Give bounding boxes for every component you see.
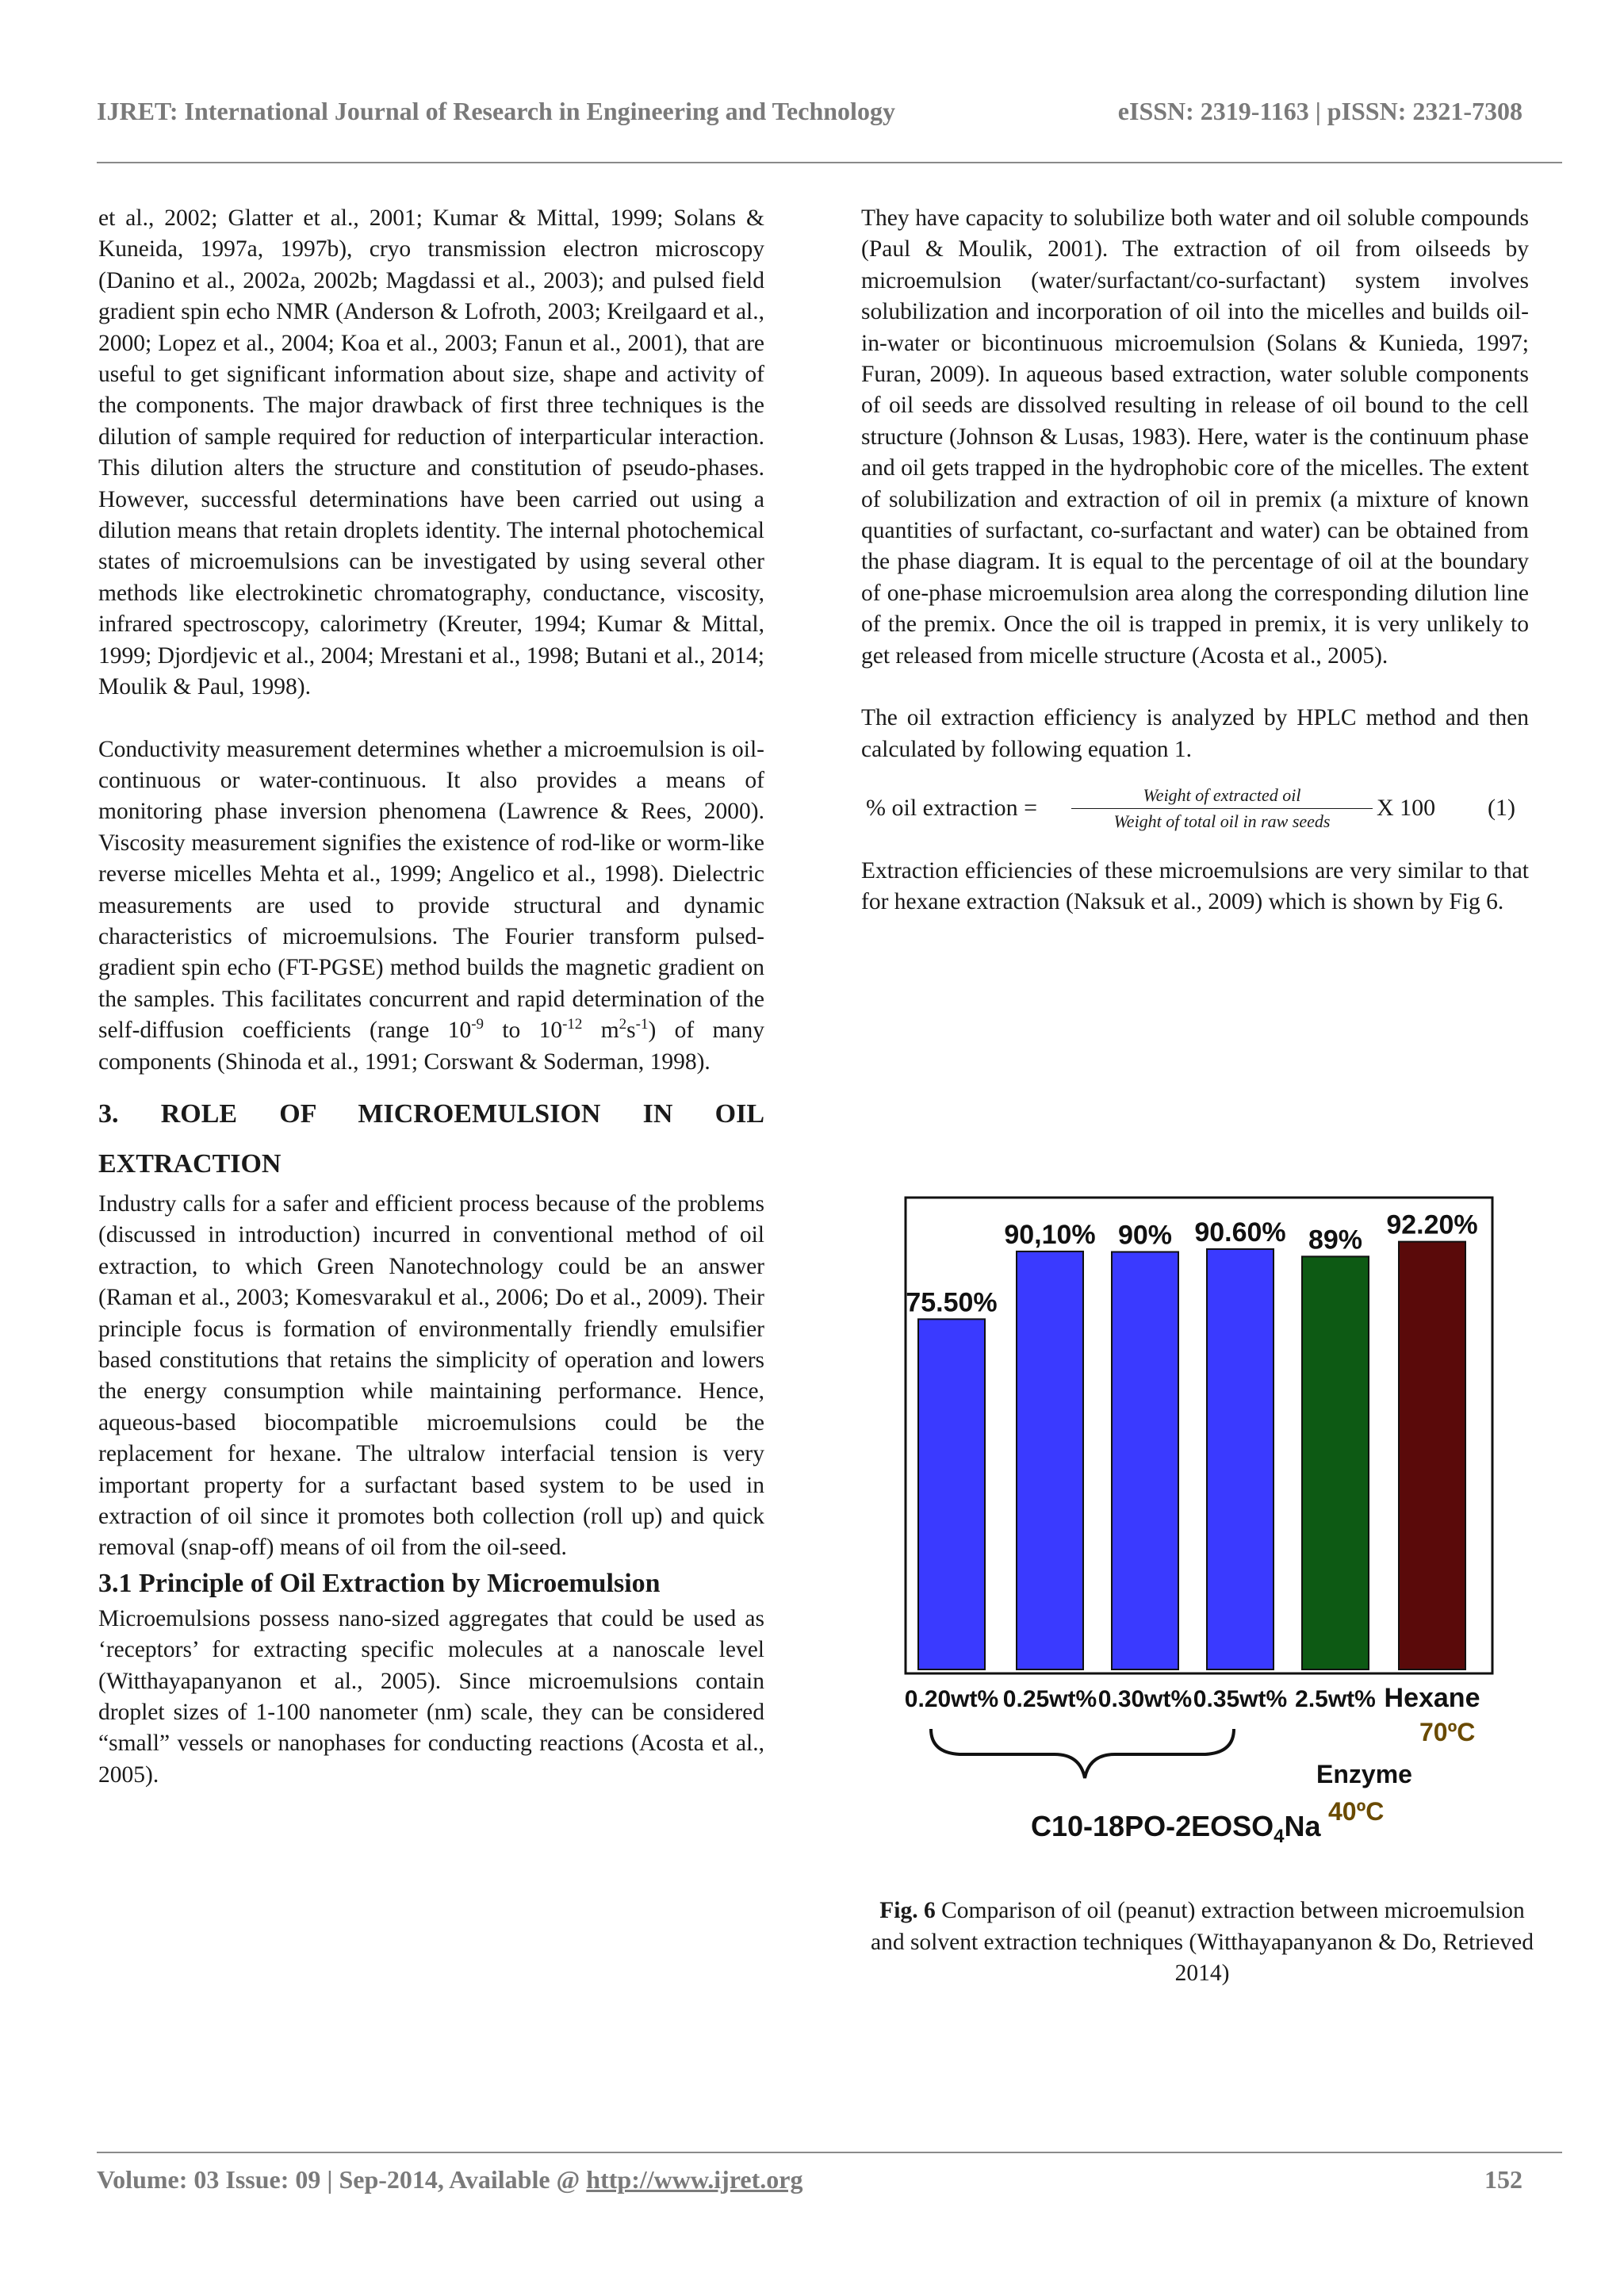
hexane-temp-label: 70ºC <box>1419 1718 1476 1746</box>
category-label-4: 0.35wt% <box>1193 1686 1288 1712</box>
figure-6-bar-chart <box>872 1174 1522 1856</box>
paragraph-nanoaggregates: Microemulsions possess nano-sized aggregates that could be used as ‘receptors’ for extracting specific molecules at a nanoscale level (Witthayapanyanon et al., 2005). Since microemulsions contain droplet sizes of 1-100 nanometer (nm) scale, they can be considered “small” vessels or nanophases for conducting reactions (Acosta et al., 2005). <box>98 1605 764 1788</box>
issn-header: eISSN: 2319-1163 | pISSN: 2321-7308 <box>1117 97 1522 125</box>
paragraph-solubilize: They have capacity to solubilize both water and oil soluble compounds (Paul & Moulik, 2001). The extraction of oil from oilseeds by microemulsion (water/surfactant/co-surfactant) system involves solubilization and incorporation of oil into the micelles and builds oil-in-water or bicontinuous microemulsion (Solans & Kunieda, 1997; Furan, 2009). In aqueous based extraction, water soluble components of oil seeds are dissolved resulting in release of oil bound to the cell structure (Johnson & Lusas, 1983). Here, water is the continuum phase and oil gets trapped in the hydrophobic core of the micelles. The extent of solubilization and extraction of oil in premix (a mixture of known quantities of surfactant, co-surfactant and water) can be obtained from the phase diagram. It is equal to the percentage of oil at the boundary of one-phase microemulsion area along the corresponding dilution line of the premix. Once the oil is trapped in premix, it is very unlikely to get released from micelle structure (Acosta et al., 2005). <box>861 205 1529 669</box>
bar-value-label-5: 89% <box>1308 1225 1363 1255</box>
figure-caption <box>869 1895 1535 1990</box>
bar-1 <box>918 1319 985 1669</box>
bar-6 <box>1399 1242 1465 1669</box>
journal-header: IJRET: International Journal of Research in Engineering and Technology <box>97 97 895 125</box>
category-label-6: Hexane <box>1384 1683 1480 1713</box>
equation-number: (1) <box>1488 794 1515 821</box>
footer-rule <box>97 2152 1562 2153</box>
journal-link[interactable]: http://www.ijret.org <box>586 2165 803 2194</box>
paragraph-techniques: et al., 2002; Glatter et al., 2001; Kumar & Mittal, 1999; Solans & Kuneida, 1997a, 1997b), cryo transmission electron microscopy (Danino et al., 2002a, 2002b; Magdassi et al., 2003); and pulsed field gradient spin echo NMR (Anderson & Lofroth, 2003; Kreilgaard et al., 2000; Lopez et al., 2004; Koa et al., 2003; Fanun et al., 2001), that are useful to get significant information about size, shape and activity of the components. The major drawback of first three techniques is the dilution of sample required for reduction of interparticular interaction. This dilution alters the structure and constitution of pseudo-phases. However, successful determinations have been carried out using a dilution means that retain droplets identity. The internal photochemical states of microemulsions can be investigated by using several other methods like electrokinetic chromatography, conductance, viscosity, infrared spectroscopy, calorimetry (Kreuter, 1994; Kumar & Mittal, 1999; Djordjevic et al., 2004; Mrestani et al., 1998; Butani et al., 2014; Moulik & Paul, 1998). <box>98 205 764 700</box>
group-brace <box>931 1729 1234 1778</box>
bar-3 <box>1112 1252 1178 1670</box>
equation-1 <box>861 783 1529 837</box>
bar-value-label-2: 90,10% <box>1004 1219 1096 1250</box>
section-3-1-heading: 3.1 Principle of Oil Extraction by Microemulsion <box>98 1568 661 1598</box>
equation-rhs: X 100 <box>1377 794 1436 821</box>
category-label-5: 2.5wt% <box>1295 1686 1376 1712</box>
equation-denominator: Weight of total oil in raw seeds <box>1113 811 1331 831</box>
bar-value-label-6: 92.20% <box>1386 1209 1478 1240</box>
figure-caption-text: Comparison of oil (peanut) extraction between microemulsion and solvent extraction techniques (Witthayapanyanon & Do, Retrieved 2014) <box>870 1898 1534 1986</box>
bar-value-label-1: 75.50% <box>906 1287 998 1318</box>
equation-lhs: % oil extraction = <box>866 794 1038 821</box>
paragraph-hplc: The oil extraction efficiency is analyzed by HPLC method and then calculated by following equation 1. <box>861 705 1529 762</box>
enzyme-label: Enzyme <box>1316 1760 1412 1788</box>
paragraph-conductivity: Conductivity measurement determines whether a microemulsion is oil-continuous or water-continuous. It also provides a means of monitoring phase inversion phenomena (Lawrence & Rees, 2000). Viscosity measurement signifies the existence of rod-like or worm-like reverse micelles Mehta et al., 1999; Angelico et al., 1998). Dielectric measurements are used to provide structural and dynamic characteristics of microemulsions. The Fourier transform pulsed-gradient spin echo (FT-PGSE) method builds the magnetic gradient on the samples. This facilitates concurrent and rapid determination of the self-diffusion coefficients (range $10^{-9}$ to $10^{-12}$ $m^2s^{-1}$) of many components (Shinoda et al., 1991; Corswant & Soderman, 1998). <box>98 736 765 1075</box>
category-label-3: 0.30wt% <box>1097 1686 1193 1712</box>
header-rule <box>97 162 1562 163</box>
page-number: 152 <box>1484 2165 1522 2194</box>
footer-volume: Volume: 03 Issue: 09 | Sep-2014, Available @ http://www.ijret.org <box>97 2165 803 2194</box>
paragraph-efficiencies: Extraction efficiencies of these microemulsions are very similar to that for hexane extraction (Naksuk et al., 2009) which is shown by Fig 6. <box>861 857 1529 915</box>
left-column <box>98 203 764 1791</box>
bar-value-label-4: 90.60% <box>1194 1217 1286 1248</box>
section-3-heading: 3. ROLE OF MICROEMULSION IN OIL <box>98 1098 764 1129</box>
category-label-2: 0.25wt% <box>1002 1686 1097 1712</box>
equation-fraction <box>1071 783 1373 834</box>
bar-4 <box>1207 1249 1274 1669</box>
section-3-heading-cont: EXTRACTION <box>98 1148 282 1179</box>
surfactant-group-label: $C10-18PO-2EOSO_4Na$ <box>1031 1810 1321 1847</box>
bar-value-label-3: 90% <box>1117 1220 1173 1251</box>
right-column <box>861 203 1529 918</box>
bar-5 <box>1302 1256 1369 1669</box>
category-label-1: 0.20wt% <box>904 1686 999 1712</box>
bar-2 <box>1017 1251 1083 1669</box>
enzyme-temp-label: 40ºC <box>1328 1797 1385 1826</box>
equation-numerator: Weight of extracted oil <box>1071 783 1373 809</box>
paragraph-industry: Industry calls for a safer and efficient process because of the problems (discussed in introduction) incurred in conventional method of oil extraction, to which Green Nanotechnology could be an answer (Raman et al., 2003; Komesvarakul et al., 2006; Do et al., 2009). Their principle focus is formation of environmentally friendly emulsifier based constitutions that retains the simplicity of operation and lowers the energy consumption while maintaining performance. Hence, aqueous-based biocompatible microemulsions could be the replacement for hexane. The ultralow interfacial tension is very important property for a surfactant based system to be used in extraction of oil since it promotes both collection (roll up) and quick removal (snap-off) means of oil from the oil-seed. <box>98 1190 764 1561</box>
figure-caption-label: Fig. 6 <box>879 1898 936 1923</box>
